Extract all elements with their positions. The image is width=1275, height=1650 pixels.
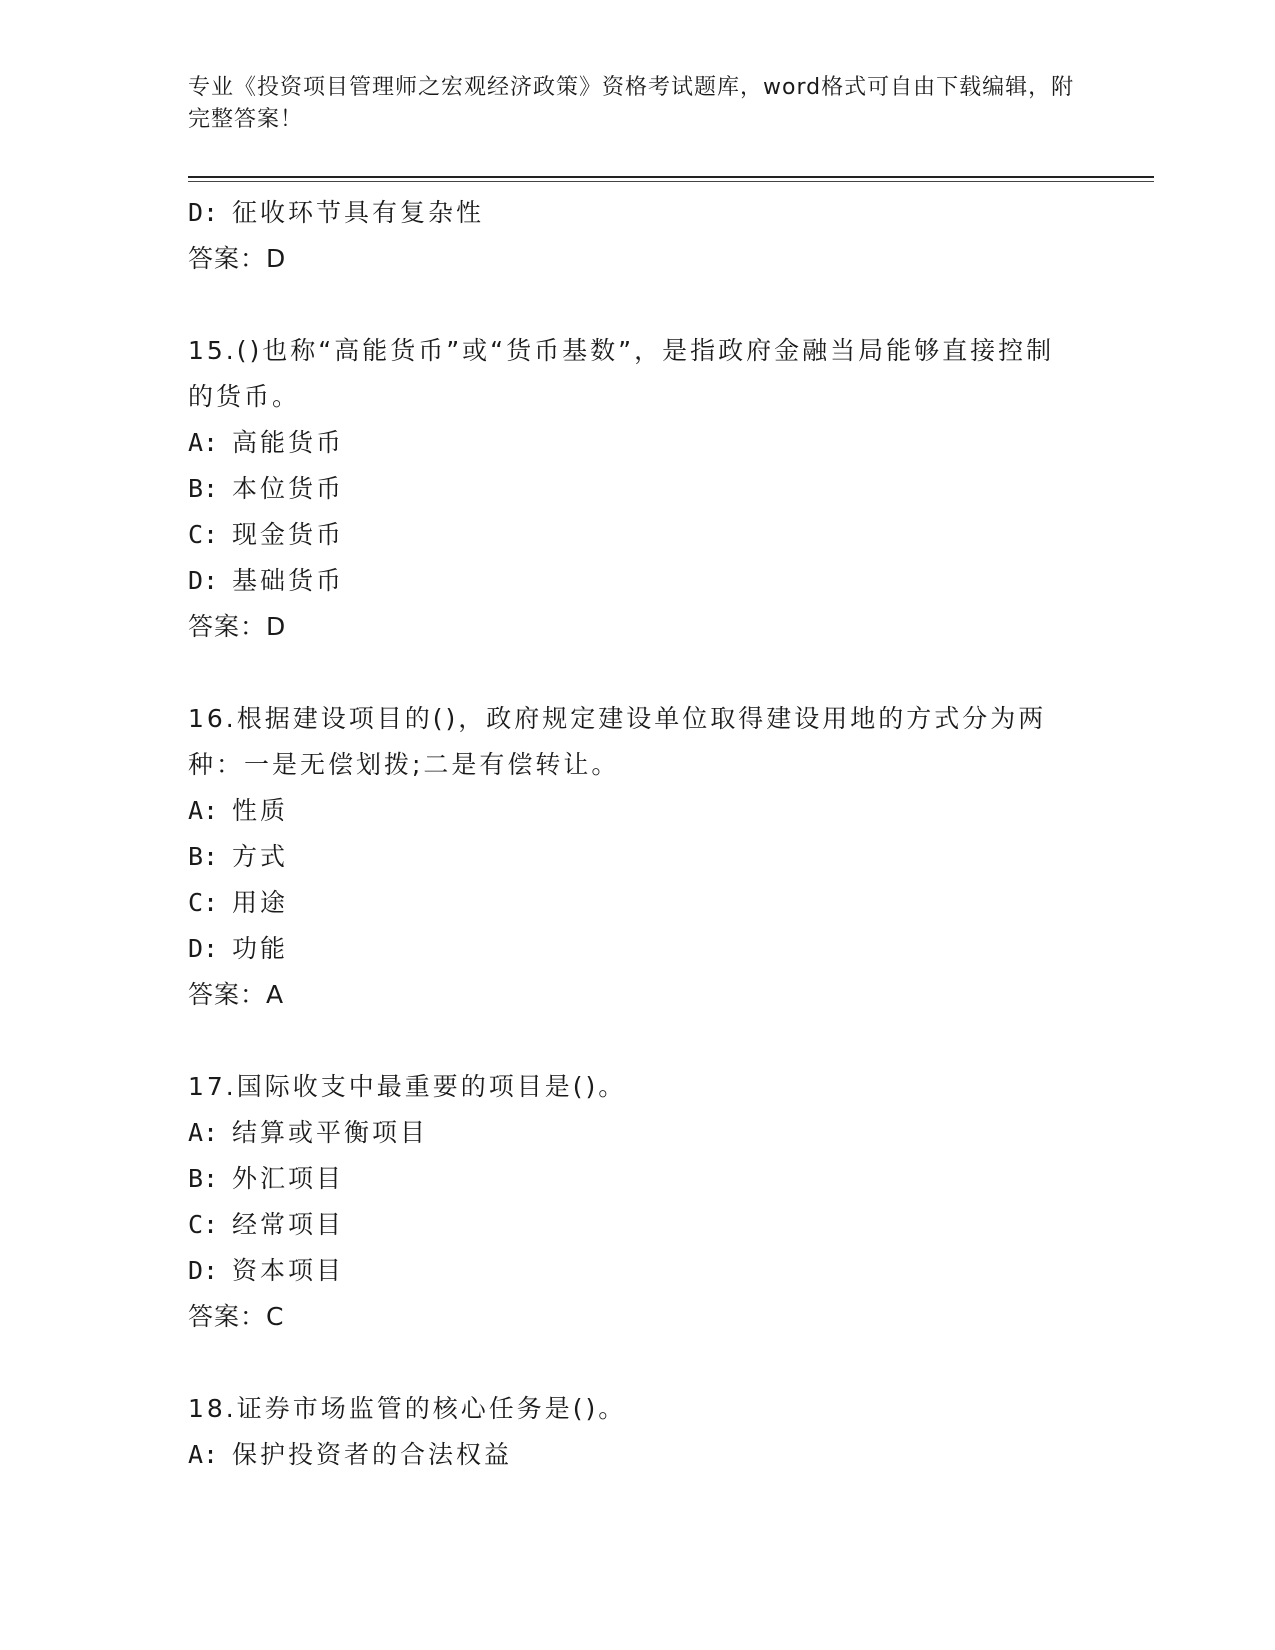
- option-text: 结算或平衡项目: [232, 1118, 429, 1147]
- page-header: 专业《投资项目管理师之宏观经济政策》资格考试题库，word格式可自由下载编辑，附完整答案！: [188, 75, 1075, 132]
- option-letter: C:: [188, 520, 219, 549]
- option-text: 外汇项目: [232, 1164, 345, 1193]
- option-letter: A:: [188, 1118, 219, 1147]
- option-text: 性质: [232, 796, 289, 825]
- option-text: 资本项目: [232, 1256, 345, 1285]
- question-17: [188, 1064, 1088, 1340]
- option-a: [188, 1110, 1088, 1156]
- answer-line: 答案：A: [188, 980, 285, 1009]
- option-b: [188, 1156, 1088, 1202]
- option-b: [188, 466, 1088, 512]
- option-c: [188, 1202, 1088, 1248]
- question-15: [188, 328, 1088, 650]
- question-18: [188, 1386, 1088, 1478]
- option-d: [188, 926, 1088, 972]
- header-divider-thin: [188, 181, 1154, 182]
- option-text: 征收环节具有复杂性: [232, 198, 485, 227]
- option-letter: A:: [188, 1440, 219, 1469]
- option-letter: C:: [188, 1210, 219, 1239]
- option-letter: B:: [188, 1164, 219, 1193]
- question-stem: 15.()也称“高能货币”或“货币基数”，是指政府金融当局能够直接控制的货币。: [188, 336, 1055, 411]
- option-text: 功能: [232, 934, 289, 963]
- option-text: 方式: [232, 842, 289, 871]
- option-letter: B:: [188, 842, 219, 871]
- option-letter: D:: [188, 198, 219, 227]
- option-d: [188, 1248, 1088, 1294]
- option-text: 现金货币: [232, 520, 345, 549]
- option-text: 本位货币: [232, 474, 345, 503]
- option-c: [188, 512, 1088, 558]
- header-divider: [188, 176, 1154, 178]
- option-a: [188, 788, 1088, 834]
- option-a: [188, 420, 1088, 466]
- option-d: [188, 558, 1088, 604]
- option-text: 高能货币: [232, 428, 345, 457]
- option-letter: D:: [188, 566, 219, 595]
- question-stem: 16.根据建设项目的()，政府规定建设单位取得建设用地的方式分为两种：一是无偿划拨;二是有偿转让。: [188, 704, 1047, 779]
- option-text: 保护投资者的合法权益: [232, 1440, 513, 1469]
- question-stem: 17.国际收支中最重要的项目是()。: [188, 1072, 627, 1101]
- option-letter: C:: [188, 888, 219, 917]
- option-text: 用途: [232, 888, 289, 917]
- option-a: [188, 1432, 1088, 1478]
- option-letter: B:: [188, 474, 219, 503]
- answer-line: 答案：C: [188, 1302, 285, 1331]
- option-letter: A:: [188, 796, 219, 825]
- option-letter: D:: [188, 934, 219, 963]
- answer-line: 答案：D: [188, 244, 287, 273]
- option-letter: D:: [188, 1256, 219, 1285]
- option-c: [188, 880, 1088, 926]
- question-16: [188, 696, 1088, 1018]
- option-d: [188, 190, 1088, 236]
- question-content: [188, 190, 1088, 1478]
- option-text: 经常项目: [232, 1210, 345, 1239]
- answer-line: 答案：D: [188, 612, 287, 641]
- option-b: [188, 834, 1088, 880]
- option-letter: A:: [188, 428, 219, 457]
- option-text: 基础货币: [232, 566, 345, 595]
- question-stem: 18.证券市场监管的核心任务是()。: [188, 1394, 627, 1423]
